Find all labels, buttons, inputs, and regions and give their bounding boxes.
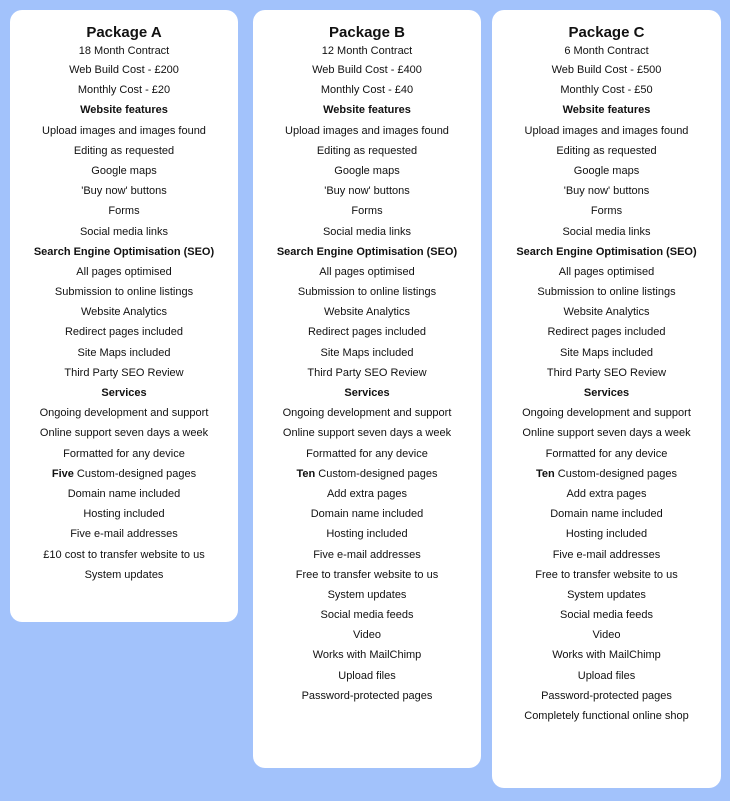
seo-item: All pages optimised <box>76 265 172 278</box>
pages-label: Custom-designed pages <box>73 467 197 480</box>
pages-count: Ten <box>535 467 555 480</box>
seo-heading: Search Engine Optimisation (SEO) <box>516 245 697 258</box>
service-item: Upload files <box>577 669 636 682</box>
feature-item: Editing as requested <box>316 144 418 157</box>
services-heading: Services <box>344 387 390 399</box>
service-item: Online support seven days a week <box>282 427 452 440</box>
service-item: Password-protected pages <box>541 689 672 702</box>
seo-item: Website Analytics <box>563 306 650 319</box>
features-heading: Website features <box>323 104 411 117</box>
service-item: Free to transfer website to us <box>535 568 678 581</box>
service-item: Works with MailChimp <box>552 649 661 662</box>
service-item: Ongoing development and support <box>39 407 209 420</box>
build-cost: Web Build Cost - £400 <box>312 64 422 76</box>
contract-length: 6 Month Contract <box>564 45 649 57</box>
service-item: Hosting included <box>326 528 408 541</box>
service-item: Completely functional online shop <box>524 710 689 722</box>
monthly-cost: Monthly Cost - £40 <box>320 84 414 97</box>
package-title: Package B <box>329 24 405 41</box>
contract-length: 18 Month Contract <box>78 45 170 57</box>
feature-item: Upload images and images found <box>285 124 449 137</box>
service-item: Domain name included <box>67 487 181 500</box>
package-card-b <box>253 10 481 768</box>
seo-heading: Search Engine Optimisation (SEO) <box>33 245 215 258</box>
service-item: Add extra pages <box>326 487 408 500</box>
package-card-a <box>10 10 238 622</box>
service-item: Hosting included <box>565 528 648 541</box>
seo-item: Site Maps included <box>320 346 414 359</box>
service-item: Password-protected pages <box>301 689 433 702</box>
feature-item: Upload images and images found <box>42 124 206 137</box>
feature-item: Editing as requested <box>556 144 657 157</box>
service-item: Five e-mail addresses <box>552 548 661 561</box>
package-title: Package C <box>568 24 645 41</box>
service-item: Social media feeds <box>560 609 653 622</box>
service-item: System updates <box>567 588 646 601</box>
feature-item: 'Buy now' buttons <box>563 185 650 198</box>
seo-item: Third Party SEO Review <box>307 366 427 379</box>
seo-item: Redirect pages included <box>307 326 427 339</box>
feature-item: Google maps <box>573 164 640 177</box>
custom-pages-item <box>492 464 721 484</box>
feature-item: Forms <box>590 205 623 218</box>
seo-heading: Search Engine Optimisation (SEO) <box>276 245 458 258</box>
features-heading: Website features <box>562 104 651 117</box>
build-cost: Web Build Cost - £500 <box>551 64 662 76</box>
pages-count: Five <box>51 467 74 480</box>
service-item: Domain name included <box>310 508 424 521</box>
seo-item: All pages optimised <box>558 265 655 278</box>
seo-item: Redirect pages included <box>64 326 184 339</box>
service-item: Works with MailChimp <box>312 649 422 662</box>
services-heading: Services <box>583 387 630 399</box>
service-item: Video <box>592 629 621 642</box>
service-item: Ongoing development and support <box>522 407 691 420</box>
seo-item: Site Maps included <box>560 346 653 359</box>
service-item: Formatted for any device <box>545 447 668 460</box>
feature-item: Social media links <box>79 225 169 238</box>
service-item: Formatted for any device <box>63 447 185 460</box>
service-item: Five e-mail addresses <box>70 528 178 541</box>
service-item: Formatted for any device <box>306 447 428 460</box>
feature-item: Google maps <box>91 164 157 177</box>
service-item: Five e-mail addresses <box>313 548 421 561</box>
feature-item: 'Buy now' buttons <box>324 185 410 198</box>
seo-item: Site Maps included <box>77 346 171 359</box>
custom-pages-item <box>10 464 238 484</box>
package-title: Package A <box>86 24 162 41</box>
service-item: System updates <box>327 588 407 601</box>
service-item: Social media feeds <box>320 609 414 622</box>
service-item: Online support seven days a week <box>522 427 691 440</box>
feature-item: Editing as requested <box>73 144 175 157</box>
feature-item: Google maps <box>334 164 400 177</box>
seo-item: Website Analytics <box>323 306 410 319</box>
services-heading: Services <box>101 387 147 399</box>
monthly-cost: Monthly Cost - £20 <box>77 84 171 97</box>
feature-item: Social media links <box>322 225 412 238</box>
service-item: Online support seven days a week <box>39 427 209 440</box>
features-heading: Website features <box>80 104 168 117</box>
pages-label: Custom-designed pages <box>315 467 438 480</box>
feature-item: Forms <box>351 205 383 218</box>
contract-length: 12 Month Contract <box>321 45 413 57</box>
package-card-c <box>492 10 721 788</box>
pages-count: Ten <box>296 467 316 480</box>
seo-item: Third Party SEO Review <box>64 366 184 379</box>
build-cost: Web Build Cost - £200 <box>69 64 179 76</box>
service-item: System updates <box>84 568 164 581</box>
service-item: £10 cost to transfer website to us <box>43 548 205 561</box>
service-item: Hosting included <box>83 508 165 521</box>
feature-item: Social media links <box>562 225 651 238</box>
service-item: Free to transfer website to us <box>295 568 439 581</box>
pages-label: Custom-designed pages <box>554 467 678 480</box>
custom-pages-item <box>253 464 481 484</box>
service-item: Domain name included <box>550 508 663 521</box>
seo-item: All pages optimised <box>319 265 415 278</box>
seo-item: Website Analytics <box>80 306 167 319</box>
service-item: Upload files <box>338 669 396 682</box>
seo-item: Submission to online listings <box>54 286 194 299</box>
seo-item: Third Party SEO Review <box>546 366 667 379</box>
feature-item: Upload images and images found <box>524 124 689 137</box>
feature-item: 'Buy now' buttons <box>81 185 167 198</box>
feature-item: Forms <box>108 205 140 218</box>
seo-item: Redirect pages included <box>547 326 666 339</box>
service-item: Ongoing development and support <box>282 407 452 420</box>
seo-item: Submission to online listings <box>537 286 676 299</box>
seo-item: Submission to online listings <box>297 286 437 299</box>
service-item: Video <box>353 629 381 642</box>
service-item: Add extra pages <box>566 487 647 500</box>
monthly-cost: Monthly Cost - £50 <box>560 84 653 97</box>
